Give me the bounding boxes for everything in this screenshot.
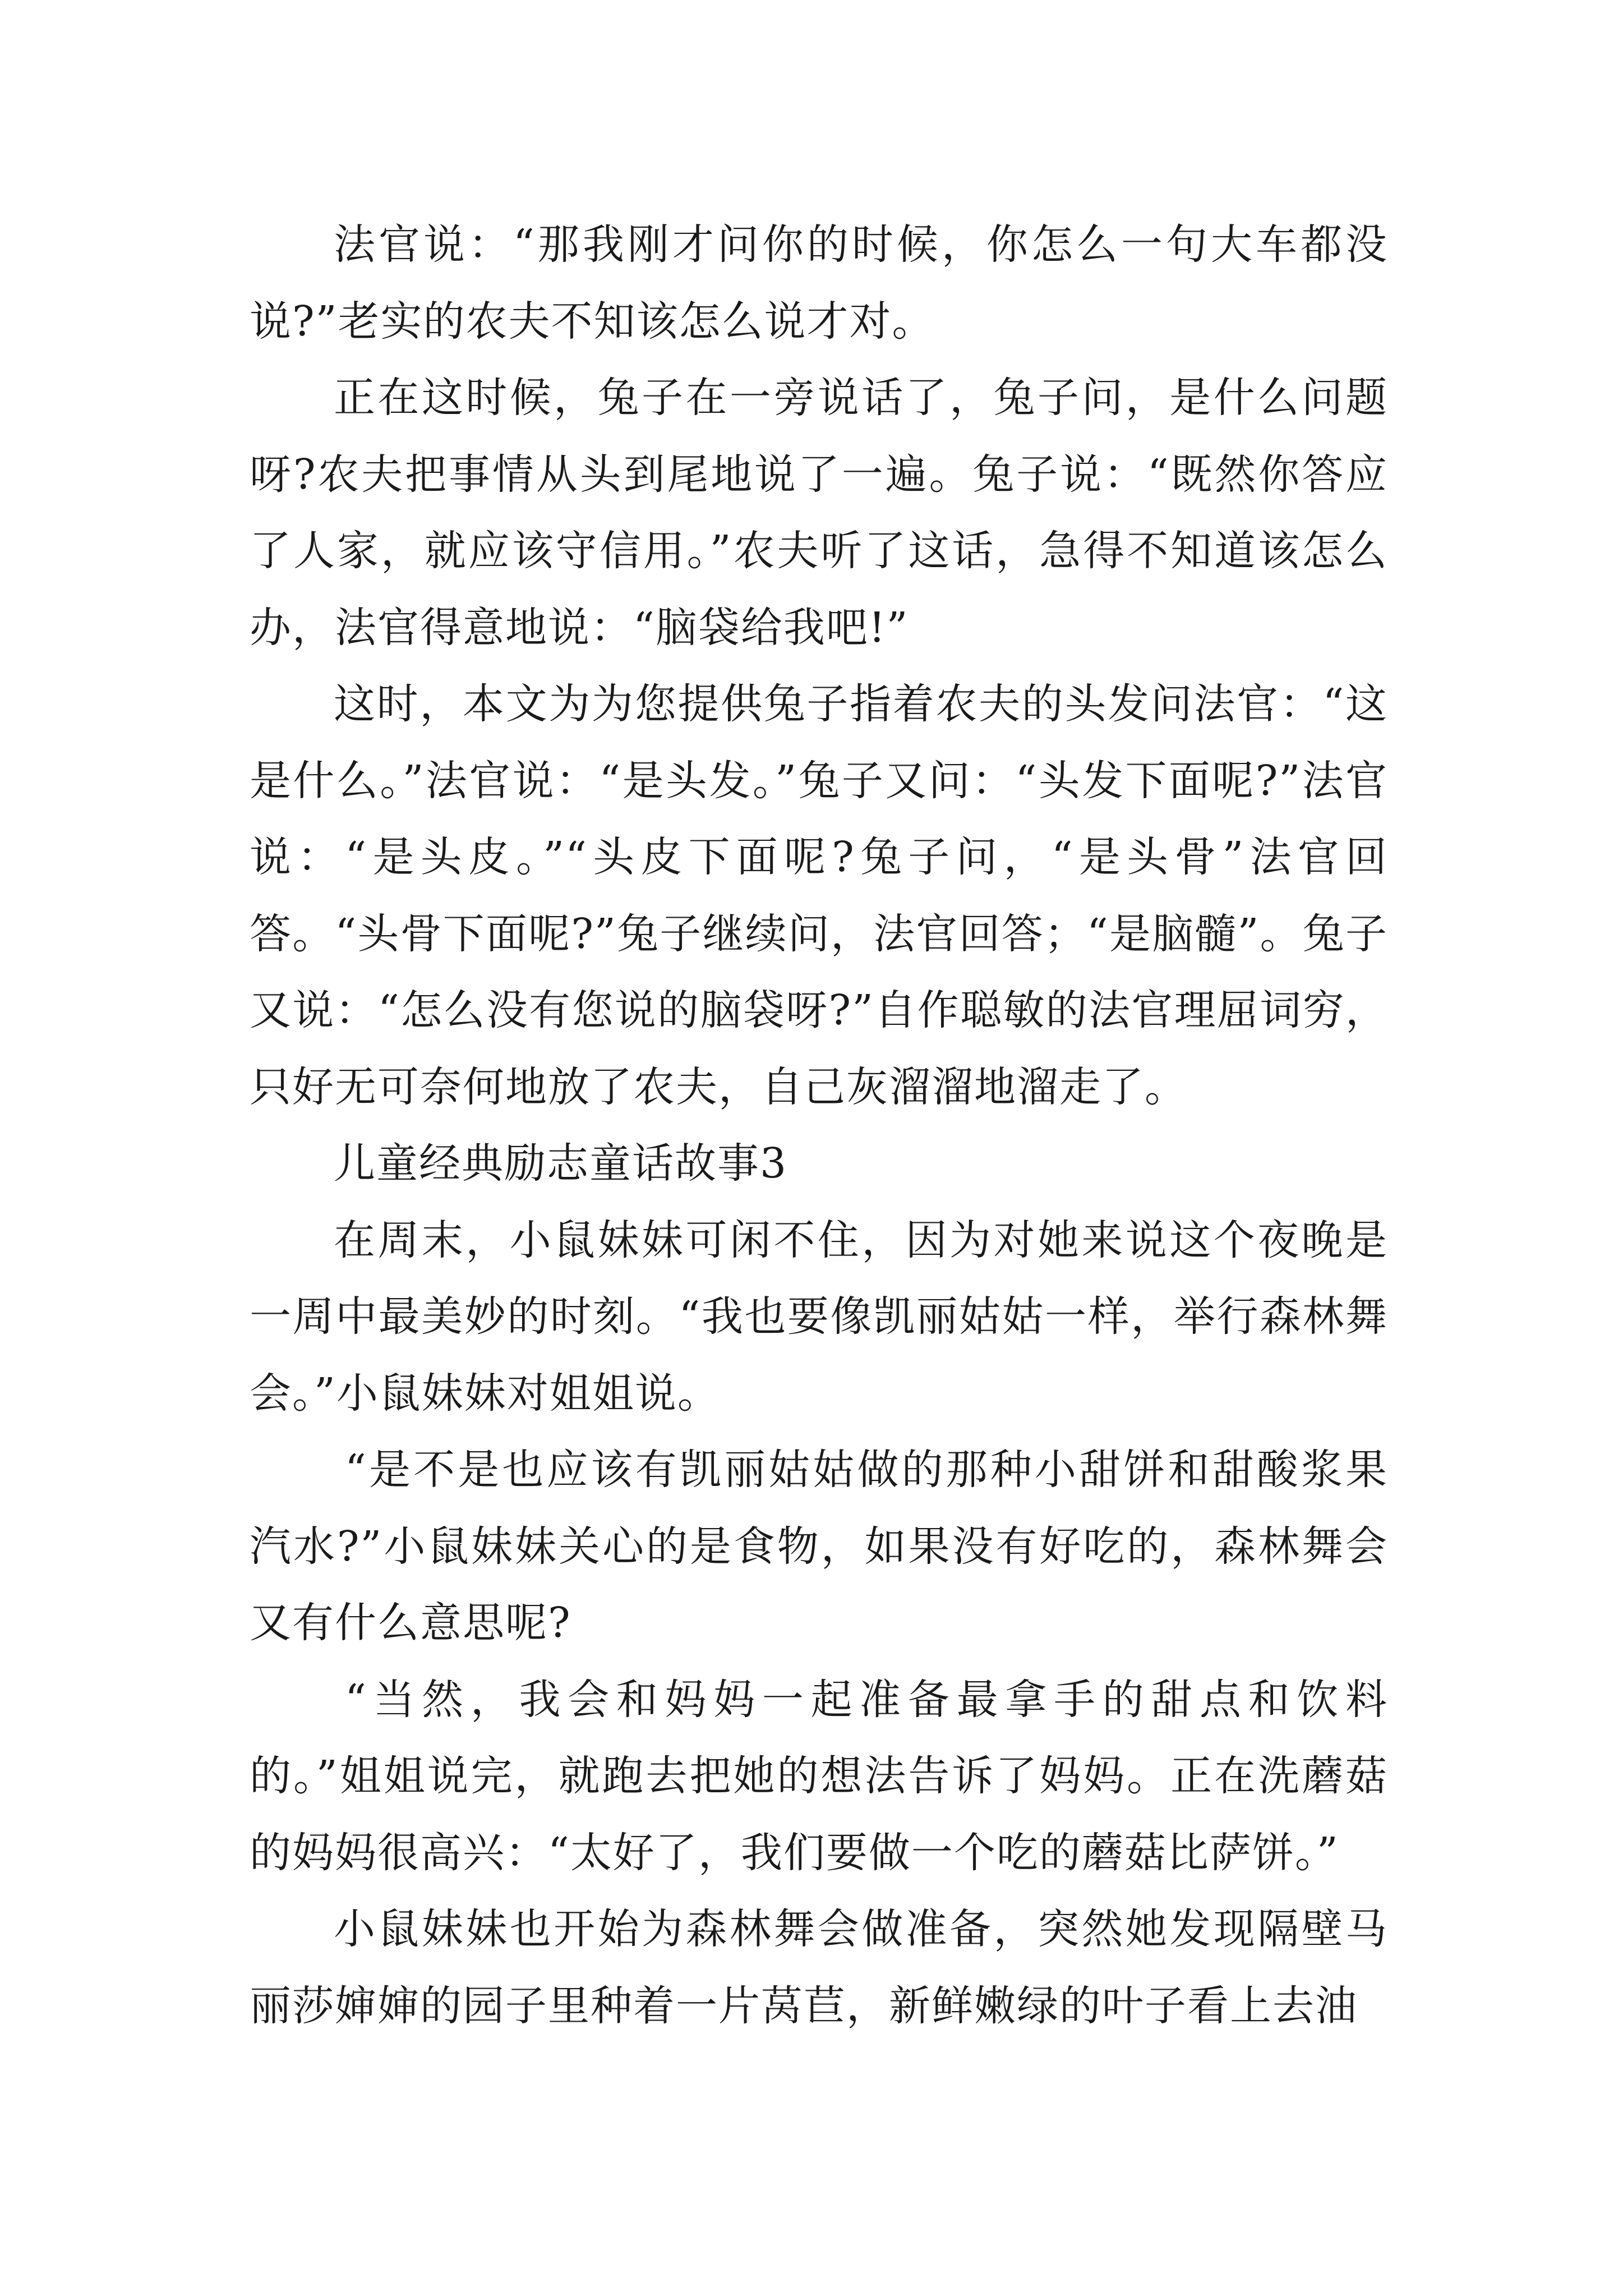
paragraph-rabbit-questions-judge: 这时，本文为为您提供兔子指着农夫的头发问法官：“这是什么。”法官说：“是头发。”兔子又问：“头发下面呢?”法官说：“是头皮。”“头皮下面呢?兔子问，“是头骨”法官回答。“头骨下面呢?”兔子继续问，法官回答；“是脑髓”。兔子又说：“怎么没有您说的脑袋呀?”自作聪敏的法官理屈词穷，只好无可奈何地放了农夫，自己灰溜溜地溜走了。 (250, 680, 1388, 1111)
document-body (250, 206, 1388, 2044)
story-heading: 儿童经典励志童话故事3 (334, 1139, 788, 1188)
paragraph-judge-question: 法官说：“那我刚才问你的时候，你怎么一句大车都没说?”老实的农夫不知该怎么说才对。 (250, 220, 1388, 346)
paragraph-preparation: 小鼠妹妹也开始为森林舞会做准备，突然她发现隔壁马丽莎婶婶的园子里种着一片莴苣，新鲜嫩绿的叶子看上去油 (250, 1905, 1388, 2030)
paragraph-sister-reply: “当然，我会和妈妈一起准备最拿手的甜点和饮料的。”姐姐说完，就跑去把她的想法告诉了妈妈。正在洗蘑菇的妈妈很高兴：“太好了，我们要做一个吃的蘑菇比萨饼。” (250, 1675, 1388, 1877)
paragraph-weekend: 在周末，小鼠妹妹可闲不住，因为对她来说这个夜晚是一周中最美妙的时刻。“我也要像凯丽姑姑一样，举行森林舞会。”小鼠妹妹对姐姐说。 (250, 1216, 1388, 1418)
paragraph-rabbit-speaks: 正在这时候，兔子在一旁说话了，兔子问，是什么问题呀?农夫把事情从头到尾地说了一遍。兔子说：“既然你答应了人家，就应该守信用。”农夫听了这话，急得不知道该怎么办，法官得意地说：“脑袋给我吧!” (250, 374, 1388, 652)
paragraph-food-question: “是不是也应该有凯丽姑姑做的那种小甜饼和甜酸浆果汽水?”小鼠妹妹关心的是食物，如果没有好吃的，森林舞会又有什么意思呢? (250, 1446, 1388, 1647)
